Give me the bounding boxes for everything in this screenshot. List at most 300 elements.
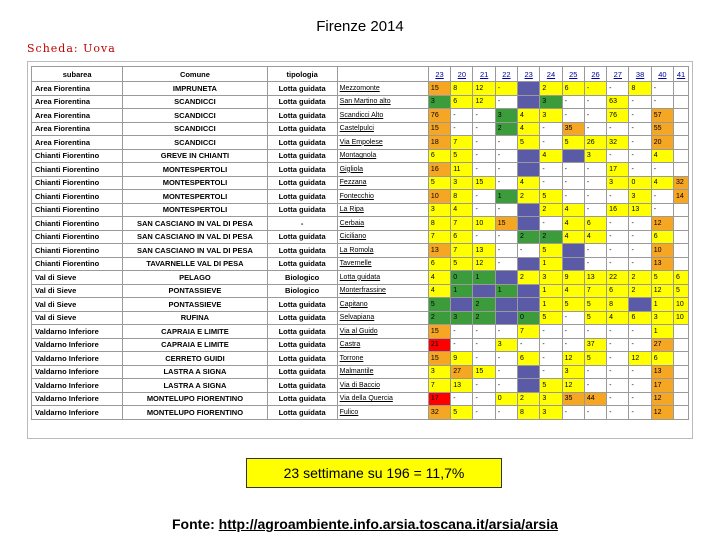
cell-localita: Malmantile	[337, 365, 428, 379]
cell-value: -	[607, 244, 629, 258]
cell-value: -	[495, 379, 517, 393]
table-row	[32, 379, 689, 393]
cell-value: -	[473, 149, 495, 163]
cell-tipologia: Lotta guidata	[267, 163, 337, 177]
cell-localita: Via Empolese	[337, 136, 428, 150]
cell-value: 7	[451, 136, 473, 150]
cell-subarea: Chianti Fiorentino	[32, 257, 123, 271]
cell-value: 10	[674, 298, 689, 312]
cell-value: 13	[629, 203, 651, 217]
cell-value: 5	[540, 244, 562, 258]
cell-value	[518, 298, 540, 312]
cell-value: -	[473, 392, 495, 406]
table-row	[32, 109, 689, 123]
cell-value: 1	[651, 325, 673, 339]
cell-value: -	[584, 176, 606, 190]
cell-value: 2	[518, 271, 540, 285]
cell-value: -	[473, 338, 495, 352]
cell-value: 3	[428, 95, 450, 109]
cell-value: 15	[428, 352, 450, 366]
header-week: 21	[473, 67, 495, 82]
table-row	[32, 149, 689, 163]
cell-value	[674, 163, 689, 177]
cell-value: 13	[428, 244, 450, 258]
cell-tipologia: Lotta guidata	[267, 311, 337, 325]
cell-value: 7	[428, 379, 450, 393]
cell-value: 5	[562, 298, 584, 312]
cell-value: 3	[540, 271, 562, 285]
cell-tipologia: Biologico	[267, 284, 337, 298]
cell-value: 4	[562, 284, 584, 298]
cell-value: 1	[495, 190, 517, 204]
cell-value: 8	[451, 190, 473, 204]
header-week: 40	[651, 67, 673, 82]
cell-comune: PONTASSIEVE	[123, 284, 267, 298]
cell-value: 7	[451, 217, 473, 231]
header-week: 20	[451, 67, 473, 82]
cell-subarea: Chianti Fiorentino	[32, 163, 123, 177]
cell-value: 3	[428, 203, 450, 217]
cell-value	[674, 95, 689, 109]
cell-subarea: Area Fiorentina	[32, 95, 123, 109]
page-title: Firenze 2014	[316, 18, 404, 35]
summary-box: 23 settimane su 196 = 11,7%	[246, 458, 502, 488]
cell-localita: Scandicci Alto	[337, 109, 428, 123]
header-week: 26	[584, 67, 606, 82]
cell-value: -	[584, 163, 606, 177]
cell-value: -	[473, 109, 495, 123]
cell-value: -	[495, 365, 517, 379]
cell-value: -	[607, 365, 629, 379]
cell-value: 12	[629, 352, 651, 366]
cell-value	[674, 149, 689, 163]
cell-subarea: Valdarno Inferiore	[32, 379, 123, 393]
cell-value: 12	[651, 392, 673, 406]
cell-localita: Via della Quercia	[337, 392, 428, 406]
cell-comune: SAN CASCIANO IN VAL DI PESA	[123, 230, 267, 244]
cell-value: 13	[584, 271, 606, 285]
cell-localita: Castra	[337, 338, 428, 352]
cell-value: -	[495, 176, 517, 190]
cell-value: 63	[607, 95, 629, 109]
cell-value: -	[607, 122, 629, 136]
cell-value: 18	[428, 136, 450, 150]
cell-value: -	[607, 149, 629, 163]
cell-value: -	[607, 230, 629, 244]
cell-value: -	[629, 217, 651, 231]
table-row	[32, 176, 689, 190]
cell-value: 22	[607, 271, 629, 285]
cell-value: 4	[518, 122, 540, 136]
header-tipologia: tipologia	[267, 67, 337, 82]
cell-value: -	[473, 379, 495, 393]
cell-value: -	[473, 136, 495, 150]
cell-value: 3	[629, 190, 651, 204]
cell-value: 3	[562, 365, 584, 379]
cell-value: 3	[584, 149, 606, 163]
header-week: 24	[540, 67, 562, 82]
cell-value: -	[629, 365, 651, 379]
cell-value: 20	[651, 136, 673, 150]
cell-value: 4	[584, 230, 606, 244]
cell-comune: MONTELUPO FIORENTINO	[123, 392, 267, 406]
cell-localita: La Ripa	[337, 203, 428, 217]
header-week: 22	[495, 67, 517, 82]
cell-value	[674, 109, 689, 123]
sheet-title: Scheda: Uova	[27, 42, 116, 55]
cell-subarea: Valdarno Inferiore	[32, 338, 123, 352]
cell-value: 4	[451, 203, 473, 217]
cell-value: 2	[473, 311, 495, 325]
cell-value: 8	[629, 82, 651, 96]
cell-subarea: Chianti Fiorentino	[32, 176, 123, 190]
cell-value: -	[629, 338, 651, 352]
cell-comune: MONTESPERTOLI	[123, 190, 267, 204]
cell-comune: PONTASSIEVE	[123, 298, 267, 312]
table-body	[32, 82, 689, 420]
cell-tipologia: Lotta guidata	[267, 230, 337, 244]
cell-value: 5	[584, 298, 606, 312]
cell-value: -	[607, 190, 629, 204]
cell-subarea: Area Fiorentina	[32, 109, 123, 123]
cell-value: -	[607, 338, 629, 352]
cell-value	[518, 217, 540, 231]
cell-value: 13	[451, 379, 473, 393]
cell-value: 5	[451, 406, 473, 420]
cell-value: 17	[607, 163, 629, 177]
cell-value: 37	[584, 338, 606, 352]
cell-value: 5	[540, 311, 562, 325]
cell-value: 10	[651, 244, 673, 258]
cell-value: -	[451, 122, 473, 136]
cell-value: -	[562, 325, 584, 339]
cell-value: -	[518, 244, 540, 258]
cell-value: -	[629, 122, 651, 136]
table-row	[32, 203, 689, 217]
cell-comune: RUFINA	[123, 311, 267, 325]
cell-value	[495, 298, 517, 312]
cell-value	[674, 203, 689, 217]
cell-value: -	[540, 176, 562, 190]
cell-tipologia: Lotta guidata	[267, 352, 337, 366]
cell-value: -	[607, 82, 629, 96]
cell-value: 2	[540, 82, 562, 96]
cell-comune: LASTRA A SIGNA	[123, 365, 267, 379]
cell-value: 3	[540, 406, 562, 420]
cell-value	[518, 95, 540, 109]
cell-subarea: Chianti Fiorentino	[32, 190, 123, 204]
cell-value: -	[540, 352, 562, 366]
cell-value: 55	[651, 122, 673, 136]
cell-comune: PELAGO	[123, 271, 267, 285]
cell-value: 4	[651, 149, 673, 163]
header-week: 38	[629, 67, 651, 82]
cell-value: 2	[518, 392, 540, 406]
cell-value: -	[584, 244, 606, 258]
cell-value: -	[495, 325, 517, 339]
cell-value: 9	[562, 271, 584, 285]
table-row	[32, 257, 689, 271]
table-row	[32, 82, 689, 96]
cell-subarea: Val di Sieve	[32, 271, 123, 285]
cell-localita: Fontecchio	[337, 190, 428, 204]
cell-value: -	[607, 406, 629, 420]
cell-value: 5	[651, 271, 673, 285]
cell-subarea: Valdarno Inferiore	[32, 406, 123, 420]
cell-localita: Monterfrassine	[337, 284, 428, 298]
cell-value	[674, 122, 689, 136]
cell-localita: Via di Baccio	[337, 379, 428, 393]
cell-value: 1	[473, 271, 495, 285]
cell-value: 5	[540, 190, 562, 204]
cell-value: -	[473, 325, 495, 339]
cell-value: 6	[651, 230, 673, 244]
table-row	[32, 338, 689, 352]
cell-subarea: Val di Sieve	[32, 284, 123, 298]
table-row	[32, 311, 689, 325]
cell-tipologia: Lotta guidata	[267, 203, 337, 217]
cell-value: 10	[674, 311, 689, 325]
table-row	[32, 298, 689, 312]
cell-subarea: Valdarno Inferiore	[32, 365, 123, 379]
cell-value: 35	[562, 122, 584, 136]
cell-value: 4	[607, 311, 629, 325]
table-row	[32, 230, 689, 244]
cell-tipologia: Lotta guidata	[267, 379, 337, 393]
cell-value: -	[473, 190, 495, 204]
cell-value: 6	[607, 284, 629, 298]
cell-value: -	[651, 190, 673, 204]
cell-value: 4	[428, 271, 450, 285]
header-blank	[337, 67, 428, 82]
cell-tipologia: Lotta guidata	[267, 149, 337, 163]
cell-value: 10	[473, 217, 495, 231]
cell-value: 0	[495, 392, 517, 406]
cell-comune: SCANDICCI	[123, 109, 267, 123]
cell-value: -	[562, 406, 584, 420]
cell-subarea: Val di Sieve	[32, 298, 123, 312]
cell-value: 4	[562, 230, 584, 244]
cell-value: -	[584, 109, 606, 123]
cell-value: 11	[451, 163, 473, 177]
cell-value	[562, 149, 584, 163]
cell-value: -	[451, 325, 473, 339]
cell-value: -	[562, 163, 584, 177]
cell-value: -	[451, 392, 473, 406]
table-row	[32, 163, 689, 177]
cell-value: -	[495, 352, 517, 366]
cell-value: -	[562, 95, 584, 109]
header-week: 27	[607, 67, 629, 82]
cell-value: 3	[428, 365, 450, 379]
cell-value: -	[584, 406, 606, 420]
cell-value: -	[451, 109, 473, 123]
cell-value: 12	[651, 284, 673, 298]
cell-value: 12	[473, 95, 495, 109]
cell-value: 3	[540, 392, 562, 406]
cell-value: -	[629, 163, 651, 177]
source-link[interactable]: http://agroambiente.info.arsia.toscana.it/arsia/arsia	[218, 516, 558, 532]
cell-value	[495, 311, 517, 325]
cell-value: 16	[607, 203, 629, 217]
cell-value	[473, 284, 495, 298]
cell-value: 5	[584, 352, 606, 366]
cell-value: 6	[562, 82, 584, 96]
cell-localita: La Romola	[337, 244, 428, 258]
cell-value	[674, 338, 689, 352]
cell-subarea: Chianti Fiorentino	[32, 230, 123, 244]
cell-value	[674, 365, 689, 379]
table-header-row	[32, 67, 689, 82]
cell-localita: Gigliola	[337, 163, 428, 177]
cell-value: -	[584, 203, 606, 217]
table-row	[32, 217, 689, 231]
cell-value: -	[518, 338, 540, 352]
cell-value: -	[584, 190, 606, 204]
cell-value	[518, 82, 540, 96]
cell-subarea: Area Fiorentina	[32, 82, 123, 96]
cell-tipologia: Lotta guidata	[267, 338, 337, 352]
cell-comune: SCANDICCI	[123, 136, 267, 150]
cell-value: 10	[428, 190, 450, 204]
cell-comune: CAPRAIA E LIMITE	[123, 338, 267, 352]
cell-value	[518, 257, 540, 271]
cell-value: 2	[495, 122, 517, 136]
cell-value: 6	[451, 95, 473, 109]
cell-value: 8	[607, 298, 629, 312]
cell-value: -	[607, 379, 629, 393]
cell-value: -	[473, 352, 495, 366]
cell-value: 0	[518, 311, 540, 325]
cell-value	[518, 149, 540, 163]
cell-value	[674, 244, 689, 258]
cell-comune: CAPRAIA E LIMITE	[123, 325, 267, 339]
cell-value: 15	[473, 365, 495, 379]
cell-value: 12	[473, 82, 495, 96]
cell-value: 3	[451, 176, 473, 190]
cell-value: 2	[428, 311, 450, 325]
cell-value: 8	[451, 82, 473, 96]
cell-value: -	[629, 257, 651, 271]
cell-value: -	[651, 95, 673, 109]
cell-value: 2	[518, 230, 540, 244]
cell-value: -	[540, 338, 562, 352]
cell-value	[518, 203, 540, 217]
cell-value	[562, 244, 584, 258]
cell-value: 12	[651, 406, 673, 420]
cell-value: 12	[562, 379, 584, 393]
cell-value	[674, 352, 689, 366]
table-row	[32, 122, 689, 136]
cell-value: 1	[540, 298, 562, 312]
cell-value: 21	[428, 338, 450, 352]
cell-value: 32	[428, 406, 450, 420]
cell-tipologia: Lotta guidata	[267, 136, 337, 150]
cell-value	[674, 257, 689, 271]
table-row	[32, 136, 689, 150]
cell-value: 5	[451, 149, 473, 163]
cell-value: 8	[428, 217, 450, 231]
data-table-container	[27, 61, 693, 439]
cell-value: 17	[651, 379, 673, 393]
cell-value: 2	[629, 271, 651, 285]
cell-value: 3	[495, 338, 517, 352]
cell-value: 2	[473, 298, 495, 312]
cell-value: -	[584, 122, 606, 136]
cell-localita: San Martino alto	[337, 95, 428, 109]
cell-value: 1	[451, 284, 473, 298]
cell-value	[674, 325, 689, 339]
cell-value: -	[629, 406, 651, 420]
source-label: Fonte:	[172, 516, 215, 532]
cell-value: 8	[518, 406, 540, 420]
cell-subarea: Area Fiorentina	[32, 136, 123, 150]
cell-value: 7	[428, 230, 450, 244]
cell-value: 76	[428, 109, 450, 123]
cell-value	[674, 82, 689, 96]
header-subarea: subarea	[32, 67, 123, 82]
cell-value	[562, 257, 584, 271]
cell-subarea: Chianti Fiorentino	[32, 217, 123, 231]
cell-subarea: Chianti Fiorentino	[32, 203, 123, 217]
cell-localita: Montagnola	[337, 149, 428, 163]
cell-value: 6	[674, 271, 689, 285]
cell-value	[674, 379, 689, 393]
cell-value: -	[629, 325, 651, 339]
cell-value: -	[607, 392, 629, 406]
cell-value: 76	[607, 109, 629, 123]
cell-value: -	[584, 82, 606, 96]
cell-value: 4	[428, 284, 450, 298]
cell-value: -	[451, 338, 473, 352]
table-row	[32, 271, 689, 285]
cell-value: -	[473, 203, 495, 217]
cell-value	[495, 271, 517, 285]
cell-tipologia: Lotta guidata	[267, 109, 337, 123]
cell-value: 6	[651, 352, 673, 366]
cell-value: -	[495, 230, 517, 244]
cell-localita: Cerbaia	[337, 217, 428, 231]
cell-value: 3	[451, 311, 473, 325]
cell-comune: SCANDICCI	[123, 122, 267, 136]
cell-value: 2	[540, 203, 562, 217]
cell-value: 3	[540, 95, 562, 109]
cell-value: -	[495, 203, 517, 217]
cell-value: 5	[562, 136, 584, 150]
cell-value: 2	[518, 190, 540, 204]
cell-value	[674, 392, 689, 406]
cell-value	[518, 163, 540, 177]
header-week: 41	[674, 67, 689, 82]
cell-subarea: Area Fiorentina	[32, 122, 123, 136]
cell-value: 4	[540, 149, 562, 163]
cell-value: 0	[629, 176, 651, 190]
cell-value	[674, 406, 689, 420]
cell-value: -	[584, 365, 606, 379]
header-week: 25	[562, 67, 584, 82]
cell-value: 16	[428, 163, 450, 177]
cell-comune: GREVE IN CHIANTI	[123, 149, 267, 163]
cell-value: -	[562, 176, 584, 190]
cell-value: 57	[651, 109, 673, 123]
table-row	[32, 284, 689, 298]
cell-comune: MONTELUPO FIORENTINO	[123, 406, 267, 420]
table-row	[32, 95, 689, 109]
cell-value: -	[584, 325, 606, 339]
cell-localita: Via al Guido	[337, 325, 428, 339]
cell-subarea: Valdarno Inferiore	[32, 392, 123, 406]
cell-value: -	[495, 257, 517, 271]
